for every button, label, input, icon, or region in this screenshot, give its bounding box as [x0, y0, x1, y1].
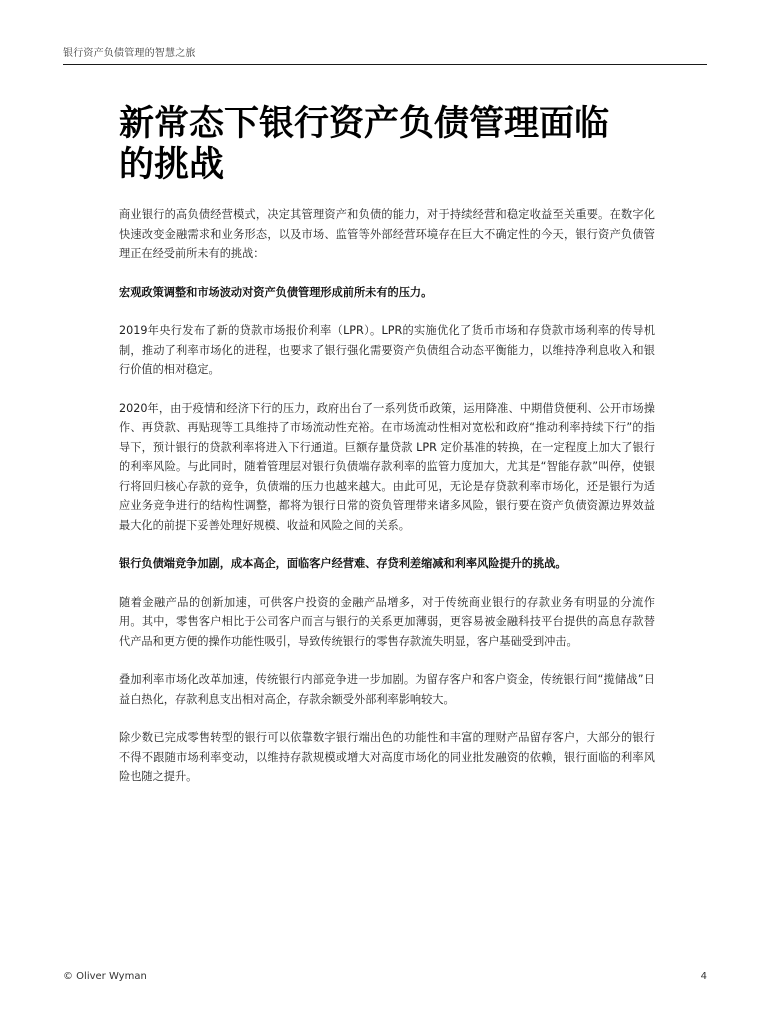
page-number: 4 — [700, 971, 707, 982]
paragraph-lpr-2019: 2019年央行发布了新的贷款市场报价利率（LPR）。LPR的实施优化了货币市场和存贷款市场利率的传导机制，推动了利率市场化的进程，也要求了银行强化需要资产负债组合动态平衡能力，以维持净利息收入和银行价值的相对稳定。 — [119, 324, 655, 376]
paragraph-interest-rate-risk: 除少数已完成零售转型的银行可以依靠数字银行端出色的功能性和丰富的理财产品留存客户，大部分的银行不得不跟随市场利率变动，以维持存款规模或增大对高度市场化的同业批发融资的依赖，银行面临的利率风险也随之提升。 — [119, 731, 655, 783]
running-header: 银行资产负债管理的智慧之旅 — [63, 48, 196, 59]
header-divider — [63, 64, 707, 65]
paragraph-policy-2020: 2020年，由于疫情和经济下行的压力，政府出台了一系列货币政策，运用降准、中期借贷便利、公开市场操作、再贷款、再贴现等工具维持了市场流动性充裕。在市场流动性相对宽松和政府“推动利率持续下行”的指导下，预计银行的贷款利率将进入下行通道。巨额存量贷款 LPR 定价基准的转换，在一定程度上加大了银行的利率风险。与此同时，随着管理层对银行负债端存款利率的监管力度加大，尤其是“智能存款”叫停，使银行将回归核心存款的竞争，负债端的压力也越来越大。由此可见，无论是存贷款利率市场化，还是银行为适应业务竞争进行的结构性调整，都将为银行日常的资负管理带来诸多风险，银行要在资产负债资源边界效益最大化的前提下妥善处理好规模、收益和风险之间的关系。 — [119, 401, 655, 532]
page-title-line-2: 的挑战 — [119, 145, 225, 185]
section-heading-macro-policy: 宏观政策调整和市场波动对资产负债管理形成前所未有的压力。 — [119, 285, 433, 299]
section-heading-liability-competition: 银行负债端竞争加剧，成本高企，面临客户经营难、存贷利差缩减和利率风险提升的挑战。 — [119, 557, 567, 570]
intro-paragraph: 商业银行的高负债经营模式，决定其管理资产和负债的能力，对于持续经营和稳定收益至关重要。在数字化快速改变金融需求和业务形态，以及市场、监管等外部经营环境存在巨大不确定性的今天，银行资产负债管理正在经受前所未有的挑战： — [119, 208, 655, 260]
body-text — [119, 205, 655, 806]
footer-copyright: © Oliver Wyman — [63, 971, 147, 982]
page-title-line-1: 新常态下银行资产负债管理面临 — [119, 104, 610, 144]
paragraph-product-innovation: 随着金融产品的创新加速，可供客户投资的金融产品增多，对于传统商业银行的存款业务有明显的分流作用。其中，零售客户相比于公司客户而言与银行的关系更加薄弱，更容易被金融科技平台提供的高息存款替代产品和更方便的操作功能性吸引，导致传统银行的零售存款流失明显，客户基础受到冲击。 — [119, 595, 655, 648]
page-title — [119, 104, 619, 186]
paragraph-rate-reform: 叠加利率市场化改革加速，传统银行内部竞争进一步加剧。为留存客户和客户资金，传统银行间“揽储战”日益白热化，存款利息支出相对高企，存款余额受外部利率影响较大。 — [119, 673, 655, 706]
